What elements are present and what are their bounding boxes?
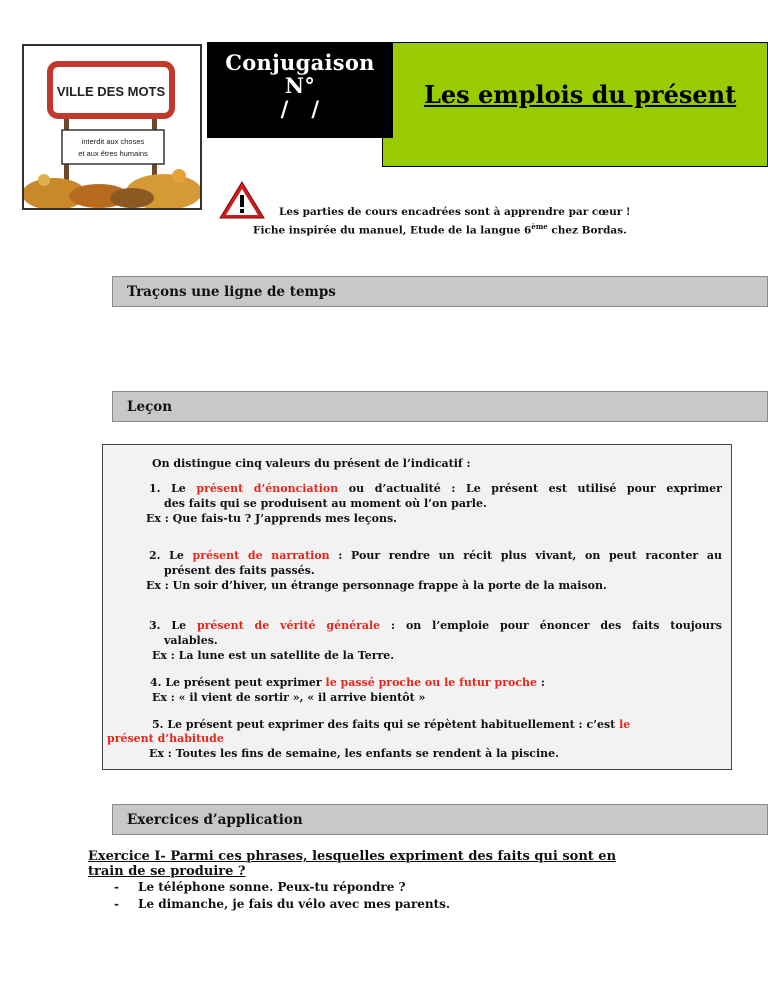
lesson-item-1-example: Ex : Que fais-tu ? J’apprends mes leçons. [146, 512, 397, 525]
lesson-item-5-line2: présent d’habitude [107, 732, 224, 745]
logo-sign-text: VILLE DES MOTS [56, 84, 166, 99]
lesson-item-3-line2: valables. [164, 634, 218, 647]
lesson-item-3: 3. Le présent de vérité générale : on l’emploie pour énoncer des faits toujours [149, 619, 722, 632]
lesson-item-1-line2: des faits qui se produisent au moment où l’on parle. [164, 497, 487, 510]
ville-des-mots-logo [22, 44, 202, 210]
lesson-box [102, 444, 732, 770]
lesson-item-5-example: Ex : Toutes les fins de semaine, les enfants se rendent à la piscine. [149, 747, 559, 760]
warning-icon [218, 180, 266, 220]
conjugaison-label: Conjugaison [225, 50, 375, 75]
lesson-item-3-example: Ex : La lune est un satellite de la Terre. [152, 649, 395, 662]
lesson-item-1: 1. Le présent d’énonciation ou d’actualité : Le présent est utilisé pour exprimer [149, 482, 722, 495]
lesson-item-4-example: Ex : « il vient de sortir », « il arrive bientôt » [152, 691, 426, 704]
exercise-1-item: - Le dimanche, je fais du vélo avec mes parents. [114, 897, 451, 911]
lesson-item-5: 5. Le présent peut exprimer des faits qui se répètent habituellement : c’est le [152, 718, 631, 731]
lesson-item-2-line2: présent des faits passés. [164, 564, 315, 577]
page-title: Les emplois du présent [424, 80, 737, 109]
lesson-date-slots: / / [280, 96, 320, 121]
lesson-number-label: N° [284, 73, 316, 98]
lesson-item-2-example: Ex : Un soir d’hiver, un étrange personnage frappe à la porte de la maison. [146, 579, 607, 592]
lesson-item-4: 4. Le présent peut exprimer le passé proche ou le futur proche : [150, 676, 545, 689]
lesson-intro: On distingue cinq valeurs du présent de l’indicatif : [152, 457, 471, 470]
section-timeline-header: Traçons une ligne de temps [112, 276, 768, 307]
road-sign-illustration [24, 46, 200, 208]
logo-sub-line-1: interdit aux choses [81, 137, 145, 146]
exercise-1-item: - Le téléphone sonne. Peux-tu répondre ? [114, 880, 406, 894]
source-note: Fiche inspirée du manuel, Etude de la langue 6ème chez Bordas. [253, 222, 627, 237]
conjugaison-label-box [207, 42, 393, 138]
exercise-1-title: Exercice I- Parmi ces phrases, lesquelles expriment des faits qui sont en train de se produire ? [88, 849, 617, 879]
section-exercises-header: Exercices d’application [112, 804, 768, 835]
section-lesson-header: Leçon [112, 391, 768, 422]
logo-sub-line-2: et aux êtres humains [78, 149, 148, 158]
lesson-item-2: 2. Le présent de narration : Pour rendre un récit plus vivant, on peut raconter au [149, 549, 722, 562]
learn-by-heart-note: Les parties de cours encadrées sont à apprendre par cœur ! [279, 206, 631, 218]
